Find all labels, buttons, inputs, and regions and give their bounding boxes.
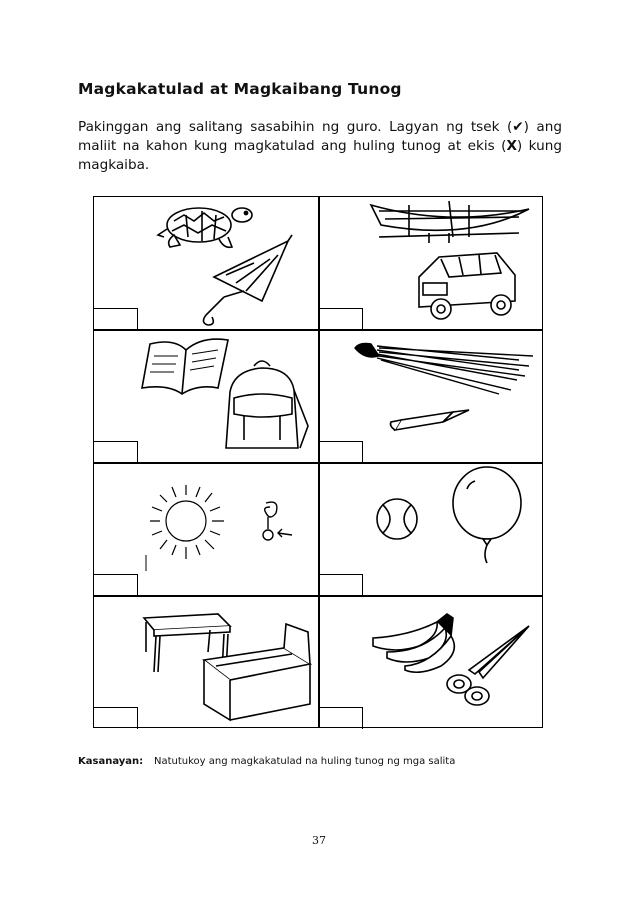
instructions xyxy=(78,118,562,175)
answer-box[interactable] xyxy=(94,574,138,596)
boat-icon xyxy=(371,201,529,243)
broom-icon xyxy=(355,344,533,395)
answer-box[interactable] xyxy=(319,574,363,596)
cell-broom-pencil xyxy=(319,330,544,463)
ring-icon xyxy=(263,502,292,540)
answer-box[interactable] xyxy=(319,308,363,330)
backpack-icon xyxy=(226,361,308,448)
cell-turtle-umbrella xyxy=(94,197,319,330)
answer-box[interactable] xyxy=(319,707,363,729)
answer-box[interactable] xyxy=(94,441,138,463)
jeep-icon xyxy=(419,253,515,319)
umbrella-icon xyxy=(203,235,292,325)
cell-sun-ring xyxy=(94,463,319,596)
page-number: 37 xyxy=(312,834,326,847)
bed-icon xyxy=(204,624,310,720)
cell-boat-jeep xyxy=(319,197,544,330)
instructions-text-3: ) kung magkaiba. xyxy=(78,138,562,173)
answer-box[interactable] xyxy=(94,308,138,330)
cell-book-backpack xyxy=(94,330,319,463)
scissors-icon xyxy=(447,626,529,705)
pencil-icon xyxy=(391,410,470,430)
ball-icon xyxy=(377,499,417,539)
cell-ball-balloon xyxy=(319,463,544,596)
picture-grid xyxy=(93,196,543,728)
page-title: Magkakatulad at Magkaibang Tunog xyxy=(78,80,402,98)
instructions-text-2: ) ang maliit na kahon kung magkatulad ang huling tunog at ekis ( xyxy=(78,119,562,154)
book-icon xyxy=(142,339,228,394)
turtle-icon xyxy=(158,208,252,247)
check-mark-icon: ✔ xyxy=(512,119,524,135)
skill-footer xyxy=(78,756,455,767)
x-mark: X xyxy=(506,138,517,154)
answer-box[interactable] xyxy=(319,441,363,463)
cell-bananas-scissors xyxy=(319,596,544,729)
bananas-icon xyxy=(373,614,454,672)
instructions-text-1: Pakinggan ang salitang sasabihin ng guro. Lagyan ng tsek ( xyxy=(78,119,513,135)
cell-table-bed xyxy=(94,596,319,729)
balloon-icon xyxy=(453,467,521,563)
skill-label: Kasanayan: xyxy=(78,756,144,767)
answer-box[interactable] xyxy=(94,707,138,729)
skill-text: Natutukoy ang magkakatulad na huling tunog ng mga salita xyxy=(154,756,456,767)
sun-icon xyxy=(150,485,224,559)
